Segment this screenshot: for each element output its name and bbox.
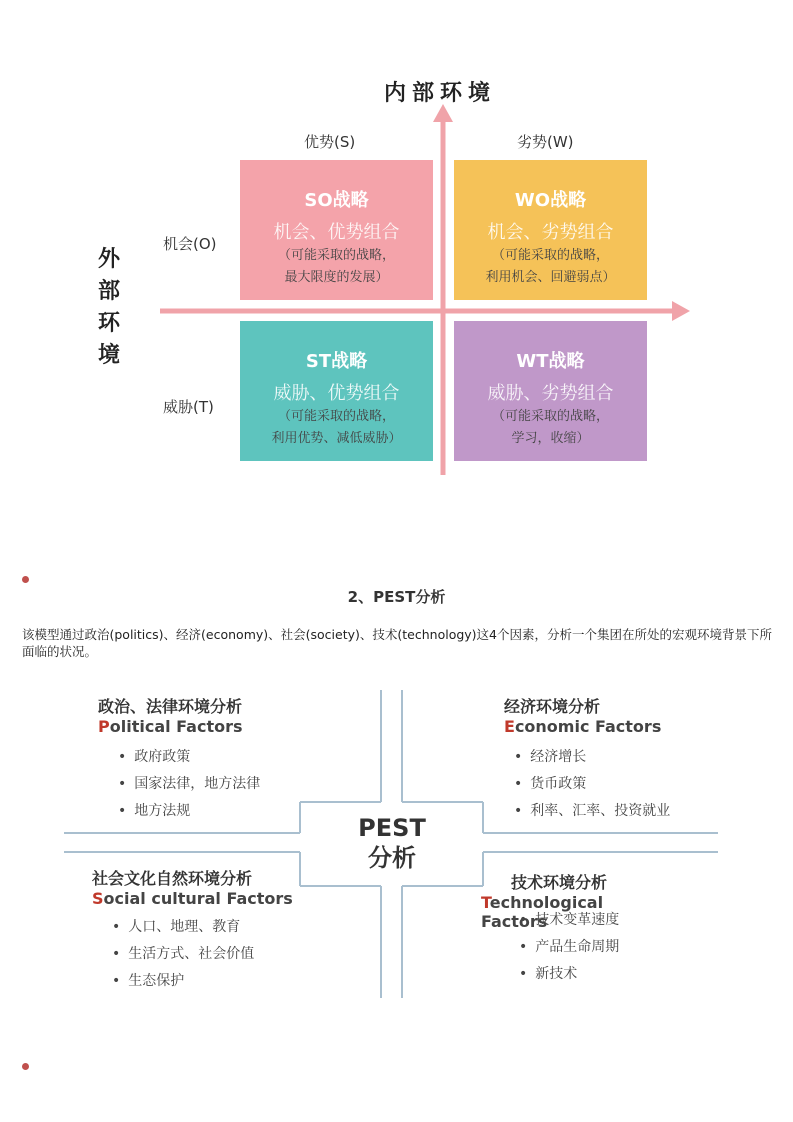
quadrant-desc-line2: 利用机会、回避弱点） (485, 270, 616, 285)
pest-list-item: • 国家法律，地方法律 (118, 771, 260, 798)
quadrant-desc-line1: （可能采取的战略， (491, 248, 609, 263)
pest-social-subtitle (92, 889, 293, 908)
quadrant-desc-line2: 利用优势、减低威胁） (271, 431, 402, 446)
section-heading: 2、PEST分析 (347, 588, 446, 606)
quadrant-desc-line2: 学习，收缩） (511, 431, 590, 446)
pest-technological-subtitle-line2: Factors (481, 912, 548, 931)
pest-list-item: • 生态保护 (112, 968, 293, 995)
pest-political-subtitle (98, 717, 260, 736)
swot-title-internal: 内部环境 (384, 81, 497, 106)
pest-diagram (0, 680, 793, 1010)
pest-political-title: 政治、法律环境分析 (98, 697, 243, 716)
pest-list-item: • 货币政策 (514, 771, 670, 798)
quadrant-subtitle: 机会、优势组合 (273, 222, 400, 243)
bullet-dot (22, 1063, 29, 1070)
pest-economic (504, 694, 670, 825)
pest-list-item: • 新技术 (519, 961, 619, 988)
quadrant-subtitle: 机会、劣势组合 (487, 222, 614, 243)
subtitle-initial: T (481, 893, 490, 912)
pest-social-title: 社会文化自然环境分析 (92, 869, 253, 888)
swot-col-strengths: 优势(S) (304, 133, 356, 151)
quadrant-title: SO战略 (304, 190, 369, 211)
swot-matrix (0, 0, 793, 520)
quadrant-desc-line2: 最大限度的发展） (284, 270, 389, 285)
swot-col-weaknesses: 劣势(W) (517, 133, 574, 151)
external-char: 部 (97, 279, 120, 304)
subtitle-initial: P (98, 717, 110, 736)
quadrant-desc-line1: （可能采取的战略， (277, 409, 395, 424)
pest-center (342, 813, 442, 873)
swot-horizontal-arrowhead (672, 301, 690, 321)
pest-list-item: • 经济增长 (514, 744, 670, 771)
pest-economic-title: 经济环境分析 (504, 697, 601, 716)
pest-political (98, 694, 260, 825)
quadrant-desc-line1: （可能采取的战略， (277, 248, 395, 263)
section-paragraph: 该模型通过政治(politics)、经济(economy)、社会(society)、技术(technology)这4个因素，分析一个集团在所处的宏观环境背景下所面临的状况。 (22, 627, 773, 659)
pest-list-item: • 地方法规 (118, 798, 260, 825)
swot-quadrant-wt (454, 321, 647, 461)
pest-center-line1: PEST (358, 814, 426, 842)
external-char: 外 (97, 247, 120, 272)
pest-technological-title: 技术环境分析 (511, 873, 608, 892)
subtitle-rest: conomic Factors (514, 717, 662, 736)
quadrant-desc-line1: （可能采取的战略， (491, 409, 609, 424)
pest-economic-subtitle (504, 717, 670, 736)
swot-quadrant-wo (454, 160, 647, 300)
external-char: 环 (97, 311, 120, 336)
swot-title-external (94, 244, 124, 372)
pest-social (92, 866, 293, 995)
pest-list-item: • 产品生命周期 (519, 934, 619, 961)
swot-row-threats: 威胁(T) (163, 398, 214, 416)
pest-list-item: • 生活方式、社会价值 (112, 941, 293, 968)
subtitle-rest: olitical Factors (109, 717, 243, 736)
quadrant-title: WO战略 (514, 190, 587, 211)
pest-list-item: • 人口、地理、教育 (112, 914, 293, 941)
pest-list-item: • 技术变革速度 (519, 907, 619, 934)
quadrant-title: WT战略 (516, 351, 585, 372)
subtitle-rest: ocial cultural Factors (103, 889, 293, 908)
quadrant-title: ST战略 (305, 351, 368, 372)
bullet-dot (22, 576, 29, 583)
swot-quadrant-so (240, 160, 433, 300)
quadrant-subtitle: 威胁、优势组合 (273, 383, 400, 404)
external-char: 境 (97, 343, 120, 368)
subtitle-initial: E (504, 717, 515, 736)
pest-list-item: • 利率、汇率、投资就业 (514, 798, 670, 825)
pest-list-item: • 政府政策 (118, 744, 260, 771)
subtitle-rest: echnological (489, 893, 604, 912)
swot-quadrant-st (240, 321, 433, 461)
pest-center-line2: 分析 (368, 844, 416, 872)
quadrant-subtitle: 威胁、劣势组合 (487, 383, 614, 404)
swot-row-opportunities: 机会(O) (163, 235, 217, 253)
subtitle-initial: S (92, 889, 104, 908)
pest-technological (481, 870, 619, 988)
